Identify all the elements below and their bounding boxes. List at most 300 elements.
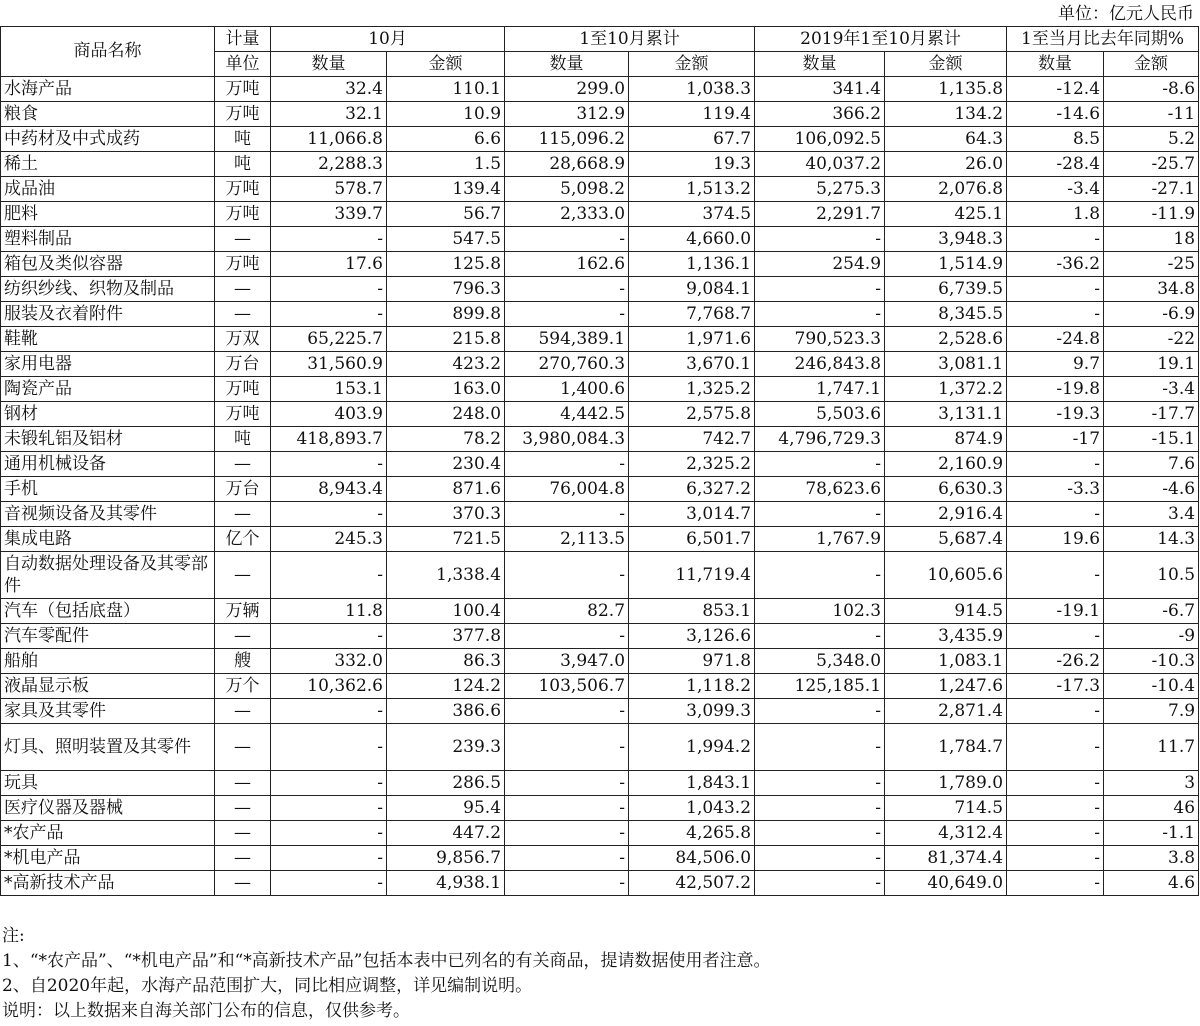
measure-unit: 万吨 bbox=[215, 77, 271, 102]
commodity-name: 稀土 bbox=[1, 152, 215, 177]
month-qty-cell: 10,362.6 bbox=[271, 674, 387, 699]
table-row bbox=[1, 102, 1199, 127]
prev-ytd-amt-cell: 2,076.8 bbox=[885, 177, 1007, 202]
ytd-amt-cell: 742.7 bbox=[629, 427, 755, 452]
prev-ytd-amt-cell: 4,312.4 bbox=[885, 821, 1007, 846]
month-amt-cell: 215.8 bbox=[387, 327, 505, 352]
ytd-amt-cell: 1,118.2 bbox=[629, 674, 755, 699]
month-amt-cell: 125.8 bbox=[387, 252, 505, 277]
yoy-qty-cell: 1.8 bbox=[1007, 202, 1104, 227]
month-qty-cell: 11.8 bbox=[271, 599, 387, 624]
commodity-name: 通用机械设备 bbox=[1, 452, 215, 477]
prev-ytd-amt-cell: 64.3 bbox=[885, 127, 1007, 152]
ytd-qty-cell: - bbox=[505, 871, 629, 896]
table-row bbox=[1, 227, 1199, 252]
prev-ytd-qty-cell: - bbox=[755, 796, 885, 821]
ytd-qty-cell: - bbox=[505, 277, 629, 302]
ytd-qty-cell: - bbox=[505, 796, 629, 821]
prev-ytd-amt-cell: 26.0 bbox=[885, 152, 1007, 177]
header-unit-bottom: 单位 bbox=[215, 52, 271, 77]
commodity-name: 船舶 bbox=[1, 649, 215, 674]
table-row bbox=[1, 599, 1199, 624]
prev-ytd-amt-cell: 2,160.9 bbox=[885, 452, 1007, 477]
month-amt-cell: 248.0 bbox=[387, 402, 505, 427]
ytd-amt-cell: 4,660.0 bbox=[629, 227, 755, 252]
yoy-qty-cell: -19.3 bbox=[1007, 402, 1104, 427]
measure-unit: 万台 bbox=[215, 477, 271, 502]
notes bbox=[2, 924, 770, 1024]
commodity-name: 鞋靴 bbox=[1, 327, 215, 352]
month-qty-cell: - bbox=[271, 724, 387, 771]
prev-ytd-amt-cell: 1,083.1 bbox=[885, 649, 1007, 674]
prev-ytd-qty-cell: - bbox=[755, 227, 885, 252]
prev-ytd-qty-cell: 341.4 bbox=[755, 77, 885, 102]
yoy-qty-cell: 19.6 bbox=[1007, 527, 1104, 552]
note-2: 2、自2020年起，水海产品范围扩大，同比相应调整，详见编制说明。 bbox=[2, 976, 533, 996]
table-row bbox=[1, 202, 1199, 227]
header-amt: 金额 bbox=[629, 52, 755, 77]
yoy-qty-cell: - bbox=[1007, 624, 1104, 649]
yoy-qty-cell: -14.6 bbox=[1007, 102, 1104, 127]
prev-ytd-qty-cell: - bbox=[755, 871, 885, 896]
prev-ytd-amt-cell: 1,135.8 bbox=[885, 77, 1007, 102]
ytd-amt-cell: 3,099.3 bbox=[629, 699, 755, 724]
prev-ytd-qty-cell: 1,767.9 bbox=[755, 527, 885, 552]
table-row bbox=[1, 552, 1199, 599]
prev-ytd-amt-cell: 81,374.4 bbox=[885, 846, 1007, 871]
prev-ytd-amt-cell: 2,528.6 bbox=[885, 327, 1007, 352]
month-qty-cell: 32.4 bbox=[271, 77, 387, 102]
month-qty-cell: 245.3 bbox=[271, 527, 387, 552]
commodity-name: *农产品 bbox=[1, 821, 215, 846]
yoy-qty-cell: -3.3 bbox=[1007, 477, 1104, 502]
ytd-qty-cell: 115,096.2 bbox=[505, 127, 629, 152]
month-amt-cell: 78.2 bbox=[387, 427, 505, 452]
month-qty-cell: - bbox=[271, 699, 387, 724]
prev-ytd-amt-cell: 134.2 bbox=[885, 102, 1007, 127]
commodity-name: 中药材及中式成药 bbox=[1, 127, 215, 152]
month-amt-cell: 386.6 bbox=[387, 699, 505, 724]
yoy-amt-cell: -11 bbox=[1104, 102, 1199, 127]
month-amt-cell: 899.8 bbox=[387, 302, 505, 327]
ytd-amt-cell: 119.4 bbox=[629, 102, 755, 127]
yoy-amt-cell: 3.4 bbox=[1104, 502, 1199, 527]
yoy-qty-cell: -19.1 bbox=[1007, 599, 1104, 624]
commodity-name: 灯具、照明装置及其零件 bbox=[1, 724, 215, 771]
prev-ytd-amt-cell: 3,081.1 bbox=[885, 352, 1007, 377]
prev-ytd-qty-cell: 40,037.2 bbox=[755, 152, 885, 177]
commodity-name: 粮食 bbox=[1, 102, 215, 127]
month-qty-cell: 153.1 bbox=[271, 377, 387, 402]
ytd-amt-cell: 374.5 bbox=[629, 202, 755, 227]
table-row bbox=[1, 402, 1199, 427]
month-amt-cell: 370.3 bbox=[387, 502, 505, 527]
prev-ytd-amt-cell: 3,435.9 bbox=[885, 624, 1007, 649]
yoy-amt-cell: 34.8 bbox=[1104, 277, 1199, 302]
ytd-amt-cell: 1,513.2 bbox=[629, 177, 755, 202]
month-amt-cell: 547.5 bbox=[387, 227, 505, 252]
month-qty-cell: - bbox=[271, 771, 387, 796]
prev-ytd-qty-cell: 1,747.1 bbox=[755, 377, 885, 402]
table-row bbox=[1, 649, 1199, 674]
yoy-amt-cell: -1.1 bbox=[1104, 821, 1199, 846]
measure-unit: — bbox=[215, 796, 271, 821]
month-qty-cell: - bbox=[271, 796, 387, 821]
month-qty-cell: 403.9 bbox=[271, 402, 387, 427]
ytd-amt-cell: 3,670.1 bbox=[629, 352, 755, 377]
prev-ytd-qty-cell: 366.2 bbox=[755, 102, 885, 127]
yoy-amt-cell: 4.6 bbox=[1104, 871, 1199, 896]
ytd-qty-cell: 103,506.7 bbox=[505, 674, 629, 699]
ytd-amt-cell: 1,971.6 bbox=[629, 327, 755, 352]
header-qty: 数量 bbox=[755, 52, 885, 77]
notes-explain: 说明：以上数据来自海关部门公布的信息，仅供参考。 bbox=[2, 1001, 410, 1021]
commodity-name: 服装及衣着附件 bbox=[1, 302, 215, 327]
prev-ytd-amt-cell: 10,605.6 bbox=[885, 552, 1007, 599]
ytd-qty-cell: - bbox=[505, 699, 629, 724]
yoy-amt-cell: 18 bbox=[1104, 227, 1199, 252]
table-row bbox=[1, 327, 1199, 352]
header-qty: 数量 bbox=[1007, 52, 1104, 77]
table-row bbox=[1, 821, 1199, 846]
month-qty-cell: 11,066.8 bbox=[271, 127, 387, 152]
ytd-amt-cell: 6,327.2 bbox=[629, 477, 755, 502]
table-row bbox=[1, 302, 1199, 327]
commodity-name: 塑料制品 bbox=[1, 227, 215, 252]
measure-unit: 万台 bbox=[215, 352, 271, 377]
month-qty-cell: - bbox=[271, 624, 387, 649]
measure-unit: 万双 bbox=[215, 327, 271, 352]
yoy-amt-cell: -9 bbox=[1104, 624, 1199, 649]
ytd-qty-cell: - bbox=[505, 227, 629, 252]
month-qty-cell: 418,893.7 bbox=[271, 427, 387, 452]
measure-unit: 亿个 bbox=[215, 527, 271, 552]
prev-ytd-amt-cell: 6,739.5 bbox=[885, 277, 1007, 302]
ytd-qty-cell: - bbox=[505, 552, 629, 599]
measure-unit: 万吨 bbox=[215, 202, 271, 227]
yoy-qty-cell: 9.7 bbox=[1007, 352, 1104, 377]
month-amt-cell: 10.9 bbox=[387, 102, 505, 127]
month-amt-cell: 6.6 bbox=[387, 127, 505, 152]
header-amt: 金额 bbox=[885, 52, 1007, 77]
yoy-amt-cell: 10.5 bbox=[1104, 552, 1199, 599]
month-qty-cell: 32.1 bbox=[271, 102, 387, 127]
prev-ytd-qty-cell: 106,092.5 bbox=[755, 127, 885, 152]
unit-label: 单位：亿元人民币 bbox=[1058, 4, 1194, 24]
commodity-name: 家用电器 bbox=[1, 352, 215, 377]
measure-unit: — bbox=[215, 227, 271, 252]
month-amt-cell: 100.4 bbox=[387, 599, 505, 624]
table-row bbox=[1, 177, 1199, 202]
month-amt-cell: 9,856.7 bbox=[387, 846, 505, 871]
ytd-qty-cell: 5,098.2 bbox=[505, 177, 629, 202]
month-qty-cell: 339.7 bbox=[271, 202, 387, 227]
prev-ytd-qty-cell: 246,843.8 bbox=[755, 352, 885, 377]
ytd-qty-cell: 312.9 bbox=[505, 102, 629, 127]
commodity-name: 箱包及类似容器 bbox=[1, 252, 215, 277]
prev-ytd-qty-cell: - bbox=[755, 699, 885, 724]
prev-ytd-qty-cell: - bbox=[755, 502, 885, 527]
ytd-qty-cell: 4,442.5 bbox=[505, 402, 629, 427]
table-row bbox=[1, 699, 1199, 724]
month-amt-cell: 95.4 bbox=[387, 796, 505, 821]
export-table bbox=[0, 26, 1199, 896]
ytd-amt-cell: 7,768.7 bbox=[629, 302, 755, 327]
yoy-qty-cell: - bbox=[1007, 724, 1104, 771]
ytd-qty-cell: - bbox=[505, 624, 629, 649]
table-row bbox=[1, 427, 1199, 452]
commodity-name: 成品油 bbox=[1, 177, 215, 202]
yoy-qty-cell: -12.4 bbox=[1007, 77, 1104, 102]
measure-unit: 万个 bbox=[215, 674, 271, 699]
prev-ytd-amt-cell: 6,630.3 bbox=[885, 477, 1007, 502]
table-row bbox=[1, 674, 1199, 699]
yoy-qty-cell: 8.5 bbox=[1007, 127, 1104, 152]
prev-ytd-amt-cell: 1,247.6 bbox=[885, 674, 1007, 699]
measure-unit: 万吨 bbox=[215, 252, 271, 277]
ytd-qty-cell: 3,980,084.3 bbox=[505, 427, 629, 452]
ytd-qty-cell: 299.0 bbox=[505, 77, 629, 102]
yoy-qty-cell: - bbox=[1007, 699, 1104, 724]
ytd-amt-cell: 11,719.4 bbox=[629, 552, 755, 599]
yoy-amt-cell: 5.2 bbox=[1104, 127, 1199, 152]
prev-ytd-amt-cell: 5,687.4 bbox=[885, 527, 1007, 552]
prev-ytd-qty-cell: 5,348.0 bbox=[755, 649, 885, 674]
yoy-amt-cell: -11.9 bbox=[1104, 202, 1199, 227]
month-amt-cell: 871.6 bbox=[387, 477, 505, 502]
ytd-qty-cell: 270,760.3 bbox=[505, 352, 629, 377]
measure-unit: — bbox=[215, 871, 271, 896]
month-qty-cell: - bbox=[271, 302, 387, 327]
yoy-qty-cell: -28.4 bbox=[1007, 152, 1104, 177]
header-amt: 金额 bbox=[387, 52, 505, 77]
month-qty-cell: 332.0 bbox=[271, 649, 387, 674]
prev-ytd-amt-cell: 40,649.0 bbox=[885, 871, 1007, 896]
prev-ytd-qty-cell: - bbox=[755, 302, 885, 327]
month-qty-cell: - bbox=[271, 277, 387, 302]
yoy-qty-cell: - bbox=[1007, 452, 1104, 477]
commodity-name: 自动数据处理设备及其零部件 bbox=[1, 552, 215, 599]
month-amt-cell: 721.5 bbox=[387, 527, 505, 552]
yoy-amt-cell: -3.4 bbox=[1104, 377, 1199, 402]
table-row bbox=[1, 771, 1199, 796]
yoy-qty-cell: - bbox=[1007, 771, 1104, 796]
measure-unit: — bbox=[215, 624, 271, 649]
measure-unit: — bbox=[215, 771, 271, 796]
prev-ytd-amt-cell: 3,948.3 bbox=[885, 227, 1007, 252]
ytd-qty-cell: - bbox=[505, 771, 629, 796]
month-qty-cell: - bbox=[271, 821, 387, 846]
prev-ytd-qty-cell: 2,291.7 bbox=[755, 202, 885, 227]
prev-ytd-amt-cell: 2,916.4 bbox=[885, 502, 1007, 527]
prev-ytd-qty-cell: - bbox=[755, 624, 885, 649]
commodity-name: 未锻轧铝及铝材 bbox=[1, 427, 215, 452]
ytd-amt-cell: 3,014.7 bbox=[629, 502, 755, 527]
ytd-qty-cell: 82.7 bbox=[505, 599, 629, 624]
month-qty-cell: 8,943.4 bbox=[271, 477, 387, 502]
month-qty-cell: - bbox=[271, 846, 387, 871]
ytd-qty-cell: 594,389.1 bbox=[505, 327, 629, 352]
commodity-name: 水海产品 bbox=[1, 77, 215, 102]
header-group-month: 10月 bbox=[271, 27, 505, 52]
month-amt-cell: 1,338.4 bbox=[387, 552, 505, 599]
yoy-amt-cell: -6.9 bbox=[1104, 302, 1199, 327]
prev-ytd-qty-cell: - bbox=[755, 724, 885, 771]
measure-unit: 艘 bbox=[215, 649, 271, 674]
yoy-amt-cell: 7.6 bbox=[1104, 452, 1199, 477]
month-qty-cell: - bbox=[271, 227, 387, 252]
ytd-amt-cell: 6,501.7 bbox=[629, 527, 755, 552]
prev-ytd-amt-cell: 714.5 bbox=[885, 796, 1007, 821]
measure-unit: 万辆 bbox=[215, 599, 271, 624]
ytd-amt-cell: 1,325.2 bbox=[629, 377, 755, 402]
yoy-amt-cell: 46 bbox=[1104, 796, 1199, 821]
ytd-qty-cell: - bbox=[505, 821, 629, 846]
header-group-yoy: 1至当月比去年同期% bbox=[1007, 27, 1199, 52]
ytd-amt-cell: 1,994.2 bbox=[629, 724, 755, 771]
yoy-qty-cell: - bbox=[1007, 796, 1104, 821]
yoy-amt-cell: -25.7 bbox=[1104, 152, 1199, 177]
table-row bbox=[1, 527, 1199, 552]
prev-ytd-qty-cell: - bbox=[755, 452, 885, 477]
prev-ytd-qty-cell: - bbox=[755, 771, 885, 796]
table-row bbox=[1, 277, 1199, 302]
month-qty-cell: - bbox=[271, 502, 387, 527]
prev-ytd-amt-cell: 425.1 bbox=[885, 202, 1007, 227]
prev-ytd-qty-cell: 102.3 bbox=[755, 599, 885, 624]
ytd-amt-cell: 1,843.1 bbox=[629, 771, 755, 796]
month-qty-cell: - bbox=[271, 552, 387, 599]
measure-unit: — bbox=[215, 552, 271, 599]
prev-ytd-amt-cell: 1,372.2 bbox=[885, 377, 1007, 402]
ytd-qty-cell: 2,333.0 bbox=[505, 202, 629, 227]
measure-unit: 万吨 bbox=[215, 102, 271, 127]
yoy-amt-cell: 7.9 bbox=[1104, 699, 1199, 724]
commodity-name: 钢材 bbox=[1, 402, 215, 427]
month-amt-cell: 56.7 bbox=[387, 202, 505, 227]
measure-unit: — bbox=[215, 724, 271, 771]
table-row bbox=[1, 352, 1199, 377]
measure-unit: — bbox=[215, 846, 271, 871]
yoy-qty-cell: -36.2 bbox=[1007, 252, 1104, 277]
month-qty-cell: - bbox=[271, 871, 387, 896]
notes-title: 注: bbox=[2, 926, 25, 946]
table-row bbox=[1, 377, 1199, 402]
yoy-qty-cell: - bbox=[1007, 227, 1104, 252]
header-amt: 金额 bbox=[1104, 52, 1199, 77]
ytd-qty-cell: 3,947.0 bbox=[505, 649, 629, 674]
month-qty-cell: 2,288.3 bbox=[271, 152, 387, 177]
yoy-qty-cell: - bbox=[1007, 302, 1104, 327]
table-row bbox=[1, 502, 1199, 527]
month-amt-cell: 4,938.1 bbox=[387, 871, 505, 896]
table-row bbox=[1, 624, 1199, 649]
ytd-amt-cell: 9,084.1 bbox=[629, 277, 755, 302]
month-amt-cell: 423.2 bbox=[387, 352, 505, 377]
commodity-name: 陶瓷产品 bbox=[1, 377, 215, 402]
yoy-amt-cell: 14.3 bbox=[1104, 527, 1199, 552]
month-amt-cell: 377.8 bbox=[387, 624, 505, 649]
month-amt-cell: 110.1 bbox=[387, 77, 505, 102]
yoy-qty-cell: -24.8 bbox=[1007, 327, 1104, 352]
yoy-amt-cell: 3 bbox=[1104, 771, 1199, 796]
yoy-amt-cell: -17.7 bbox=[1104, 402, 1199, 427]
prev-ytd-qty-cell: 4,796,729.3 bbox=[755, 427, 885, 452]
prev-ytd-amt-cell: 2,871.4 bbox=[885, 699, 1007, 724]
month-amt-cell: 139.4 bbox=[387, 177, 505, 202]
yoy-amt-cell: 11.7 bbox=[1104, 724, 1199, 771]
yoy-amt-cell: 19.1 bbox=[1104, 352, 1199, 377]
commodity-name: 汽车（包括底盘） bbox=[1, 599, 215, 624]
commodity-name: *高新技术产品 bbox=[1, 871, 215, 896]
commodity-name: 液晶显示板 bbox=[1, 674, 215, 699]
month-amt-cell: 286.5 bbox=[387, 771, 505, 796]
yoy-qty-cell: -3.4 bbox=[1007, 177, 1104, 202]
ytd-qty-cell: - bbox=[505, 846, 629, 871]
ytd-amt-cell: 4,265.8 bbox=[629, 821, 755, 846]
yoy-qty-cell: - bbox=[1007, 502, 1104, 527]
table-row bbox=[1, 252, 1199, 277]
header-qty: 数量 bbox=[505, 52, 629, 77]
yoy-qty-cell: - bbox=[1007, 821, 1104, 846]
prev-ytd-amt-cell: 914.5 bbox=[885, 599, 1007, 624]
prev-ytd-amt-cell: 1,514.9 bbox=[885, 252, 1007, 277]
yoy-amt-cell: -4.6 bbox=[1104, 477, 1199, 502]
yoy-qty-cell: - bbox=[1007, 552, 1104, 599]
measure-unit: 吨 bbox=[215, 427, 271, 452]
yoy-amt-cell: -10.4 bbox=[1104, 674, 1199, 699]
ytd-amt-cell: 971.8 bbox=[629, 649, 755, 674]
header-name: 商品名称 bbox=[1, 27, 215, 77]
measure-unit: — bbox=[215, 277, 271, 302]
commodity-name: 玩具 bbox=[1, 771, 215, 796]
prev-ytd-amt-cell: 874.9 bbox=[885, 427, 1007, 452]
prev-ytd-qty-cell: 78,623.6 bbox=[755, 477, 885, 502]
ytd-amt-cell: 67.7 bbox=[629, 127, 755, 152]
month-qty-cell: 578.7 bbox=[271, 177, 387, 202]
ytd-amt-cell: 1,136.1 bbox=[629, 252, 755, 277]
month-qty-cell: 65,225.7 bbox=[271, 327, 387, 352]
yoy-qty-cell: - bbox=[1007, 846, 1104, 871]
prev-ytd-amt-cell: 1,789.0 bbox=[885, 771, 1007, 796]
prev-ytd-qty-cell: - bbox=[755, 277, 885, 302]
yoy-amt-cell: -6.7 bbox=[1104, 599, 1199, 624]
table-row bbox=[1, 77, 1199, 102]
prev-ytd-qty-cell: 5,275.3 bbox=[755, 177, 885, 202]
yoy-amt-cell: -8.6 bbox=[1104, 77, 1199, 102]
ytd-qty-cell: - bbox=[505, 302, 629, 327]
month-qty-cell: 17.6 bbox=[271, 252, 387, 277]
prev-ytd-qty-cell: 5,503.6 bbox=[755, 402, 885, 427]
ytd-qty-cell: - bbox=[505, 502, 629, 527]
table-body bbox=[1, 77, 1199, 896]
month-amt-cell: 86.3 bbox=[387, 649, 505, 674]
commodity-name: *机电产品 bbox=[1, 846, 215, 871]
ytd-qty-cell: 28,668.9 bbox=[505, 152, 629, 177]
table-row bbox=[1, 796, 1199, 821]
ytd-amt-cell: 853.1 bbox=[629, 599, 755, 624]
month-amt-cell: 230.4 bbox=[387, 452, 505, 477]
prev-ytd-qty-cell: - bbox=[755, 846, 885, 871]
yoy-amt-cell: -27.1 bbox=[1104, 177, 1199, 202]
commodity-name: 集成电路 bbox=[1, 527, 215, 552]
measure-unit: — bbox=[215, 302, 271, 327]
month-amt-cell: 163.0 bbox=[387, 377, 505, 402]
commodity-name: 肥料 bbox=[1, 202, 215, 227]
measure-unit: 吨 bbox=[215, 127, 271, 152]
month-amt-cell: 1.5 bbox=[387, 152, 505, 177]
prev-ytd-qty-cell: - bbox=[755, 821, 885, 846]
